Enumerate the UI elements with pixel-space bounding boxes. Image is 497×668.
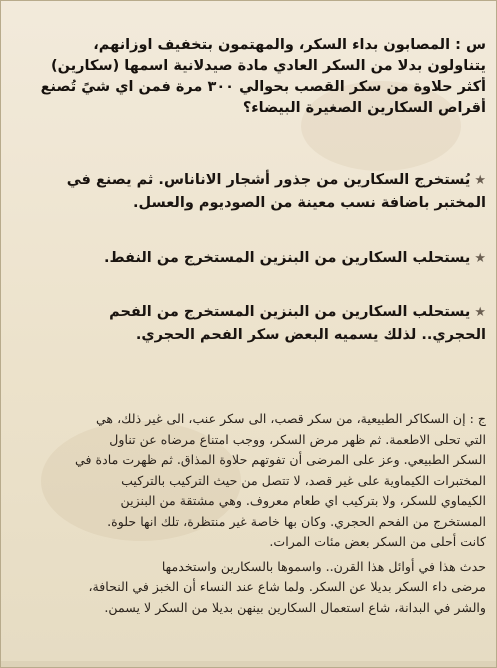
option-line: الحجري.. لذلك يسميه البعض سكر الفحم الحجري. (135, 327, 486, 343)
star-icon: ★ (474, 173, 486, 188)
answer-line: الكيماوي للسكر، ولا بتركيب اي طعام معروف. وهي مشتقة من البنزين (120, 493, 486, 508)
star-icon: ★ (474, 305, 486, 320)
option-1 (9, 169, 486, 215)
answer-line: والشر في البدانة، شاع استعمال السكارين بينهن بديلا من السكر لا يسمن. (104, 599, 486, 615)
question-line: يتناولون بدلا من السكر العادي مادة صيدلانية اسمها (سكارين) (51, 58, 486, 74)
question-line: أقراص السكارين الصغيرة البيضاء؟ (242, 100, 486, 116)
option-text: يستحلب السكارين من البنزين المستخرج من النفط. (103, 250, 471, 266)
option-line: المختبر باضافة نسب معينة من الصوديوم والعسل. (133, 195, 486, 211)
page-edge (1, 661, 496, 667)
question-line: س : المصابون بداء السكر، والمهتمون بتخفيف اوزانهم، (93, 37, 486, 53)
option-2 (9, 247, 486, 270)
question-line: أكثر حلاوة من سكر القصب بحوالي ٣٠٠ مرة فمن اي شيً تُصنع (40, 79, 486, 95)
option-text: يستحلب السكارين من البنزين المستخرج من الفحم (109, 304, 471, 320)
answer-line: كانت أحلى من السكر بعض مئات المرات. (269, 534, 486, 549)
answer-line: مرضى داء السكر بديلا عن السكر. ولما شاع عند النساء أن الخبز في النحافة، (88, 579, 486, 594)
option-3 (9, 301, 486, 347)
answer-line: ج : إن السكاكر الطبيعية، من سكر قصب، الى سكر عنب، الى غير ذلك، هي (95, 411, 486, 426)
answer-line: السكر الطبيعي. وعز على المرضى أن تفوتهم حلاوة المذاق. ثم ظهرت مادة في (75, 452, 486, 467)
option-line (9, 169, 486, 192)
option-line (9, 247, 486, 270)
answer-block (9, 409, 486, 618)
question-block (9, 35, 486, 119)
option-line (9, 301, 486, 324)
option-text: يُستخرج السكارين من جذور أشجار الاناناس. ثم يصنع في (66, 172, 471, 188)
answer-line: المختبرات الكيماوية على غير قصد، لا تتصل من حيث التركيب بالتركيب (121, 472, 486, 488)
answer-line: حدث هذا في أوائل هذا القرن.. واسموها بالسكارين واستخدمها (161, 558, 486, 574)
star-icon: ★ (474, 251, 486, 266)
answer-line: التي تحلى الاطعمة. ثم ظهر مرض السكر، ووجب امتناع مرضاه عن تناول (109, 431, 486, 447)
answer-line: المستخرج من الفحم الحجري. وكان بها خاصة غير منتظرة، تلك انها حلوة. (107, 513, 486, 529)
